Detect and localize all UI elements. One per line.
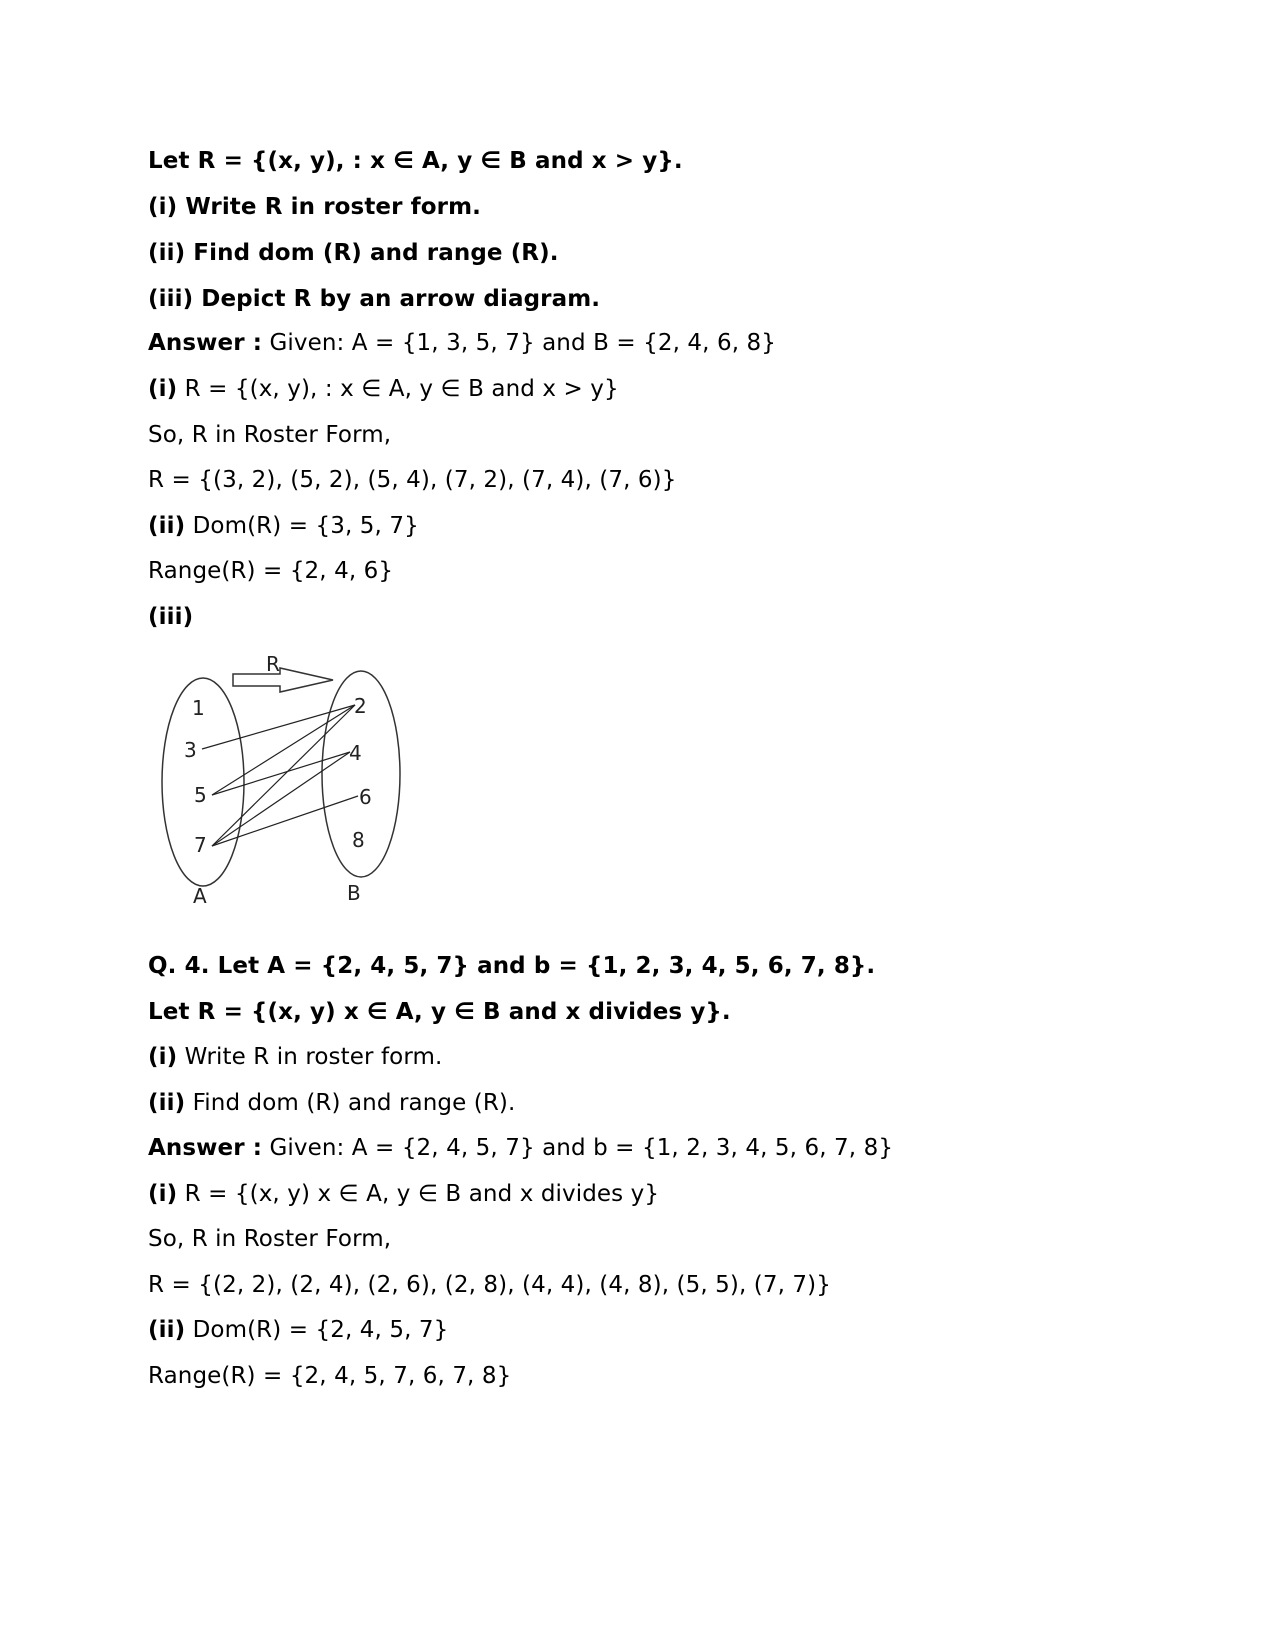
- set-b-label: B: [347, 881, 361, 905]
- set-b-element: 6: [359, 785, 372, 809]
- set-a-label: A: [193, 884, 207, 908]
- set-a-element: 3: [184, 738, 197, 762]
- set-b-element: 4: [349, 741, 362, 765]
- q4-title: Q. 4. Let A = {2, 4, 5, 7} and b = {1, 2, 3, 4, 5, 6, 7, 8}.: [148, 953, 876, 979]
- answer-i-text: R = {(x, y) x ∈ A, y ∈ B and x divides y}: [177, 1181, 660, 1207]
- dom-text: Dom(R) = {2, 4, 5, 7}: [185, 1317, 449, 1343]
- relation-arrow: [233, 668, 333, 692]
- q4-part-i-line: [148, 1042, 442, 1072]
- relation-line: [212, 796, 358, 846]
- answer-ii-label: (ii): [148, 1317, 186, 1343]
- part-ii-label: (ii): [148, 1090, 186, 1116]
- answer-label: Answer :: [148, 330, 263, 356]
- q3-answer-iii-label: (iii): [148, 604, 194, 630]
- answer-i-text: R = {(x, y), : x ∈ A, y ∈ B and x > y}: [177, 376, 619, 402]
- arrow-label: R: [266, 652, 280, 676]
- q4-range: Range(R) = {2, 4, 5, 7, 6, 7, 8}: [148, 1363, 512, 1389]
- q3-roster: R = {(3, 2), (5, 2), (5, 4), (7, 2), (7, 4), (7, 6)}: [148, 467, 677, 493]
- q3-answer-i-line: [148, 374, 619, 404]
- q4-answer-line: [148, 1133, 893, 1163]
- set-a-element: 7: [194, 833, 207, 857]
- answer-i-label: (i): [148, 1181, 178, 1207]
- answer-ii-label: (ii): [148, 513, 186, 539]
- q3-answer-line: [148, 328, 776, 358]
- relation-line: [212, 705, 355, 795]
- q3-relation-definition: Let R = {(x, y), : x ∈ A, y ∈ B and x > y}.: [148, 148, 683, 174]
- answer-given: Given: A = {1, 3, 5, 7} and B = {2, 4, 6, 8}: [262, 330, 777, 356]
- part-ii-text: Find dom (R) and range (R).: [185, 1090, 516, 1116]
- part-i-label: (i): [148, 1044, 178, 1070]
- set-b-element: 8: [352, 828, 365, 852]
- set-a-element: 1: [192, 696, 205, 720]
- part-i-text: Write R in roster form.: [177, 1044, 443, 1070]
- q4-relation-definition: Let R = {(x, y) x ∈ A, y ∈ B and x divides y}.: [148, 999, 731, 1025]
- answer-i-label: (i): [148, 376, 178, 402]
- relation-line: [212, 752, 350, 795]
- arrow-diagram: [150, 652, 440, 955]
- q4-roster: R = {(2, 2), (2, 4), (2, 6), (2, 8), (4, 4), (4, 8), (5, 5), (7, 7)}: [148, 1272, 831, 1298]
- q3-part-i: (i) Write R in roster form.: [148, 194, 482, 220]
- set-a-element: 5: [194, 783, 207, 807]
- q4-answer-i-line: [148, 1179, 659, 1209]
- q4-part-ii-line: [148, 1088, 515, 1118]
- q3-part-iii: (iii) Depict R by an arrow diagram.: [148, 286, 601, 312]
- q3-answer-ii-line: [148, 511, 419, 541]
- set-b-element: 2: [354, 694, 367, 718]
- q3-roster-intro: So, R in Roster Form,: [148, 422, 392, 448]
- q4-roster-intro: So, R in Roster Form,: [148, 1226, 392, 1252]
- q4-answer-ii-line: [148, 1315, 448, 1345]
- answer-given: Given: A = {2, 4, 5, 7} and b = {1, 2, 3, 4, 5, 6, 7, 8}: [262, 1135, 894, 1161]
- q3-range: Range(R) = {2, 4, 6}: [148, 558, 394, 584]
- answer-label: Answer :: [148, 1135, 263, 1161]
- q3-part-ii: (ii) Find dom (R) and range (R).: [148, 240, 559, 266]
- dom-text: Dom(R) = {3, 5, 7}: [185, 513, 419, 539]
